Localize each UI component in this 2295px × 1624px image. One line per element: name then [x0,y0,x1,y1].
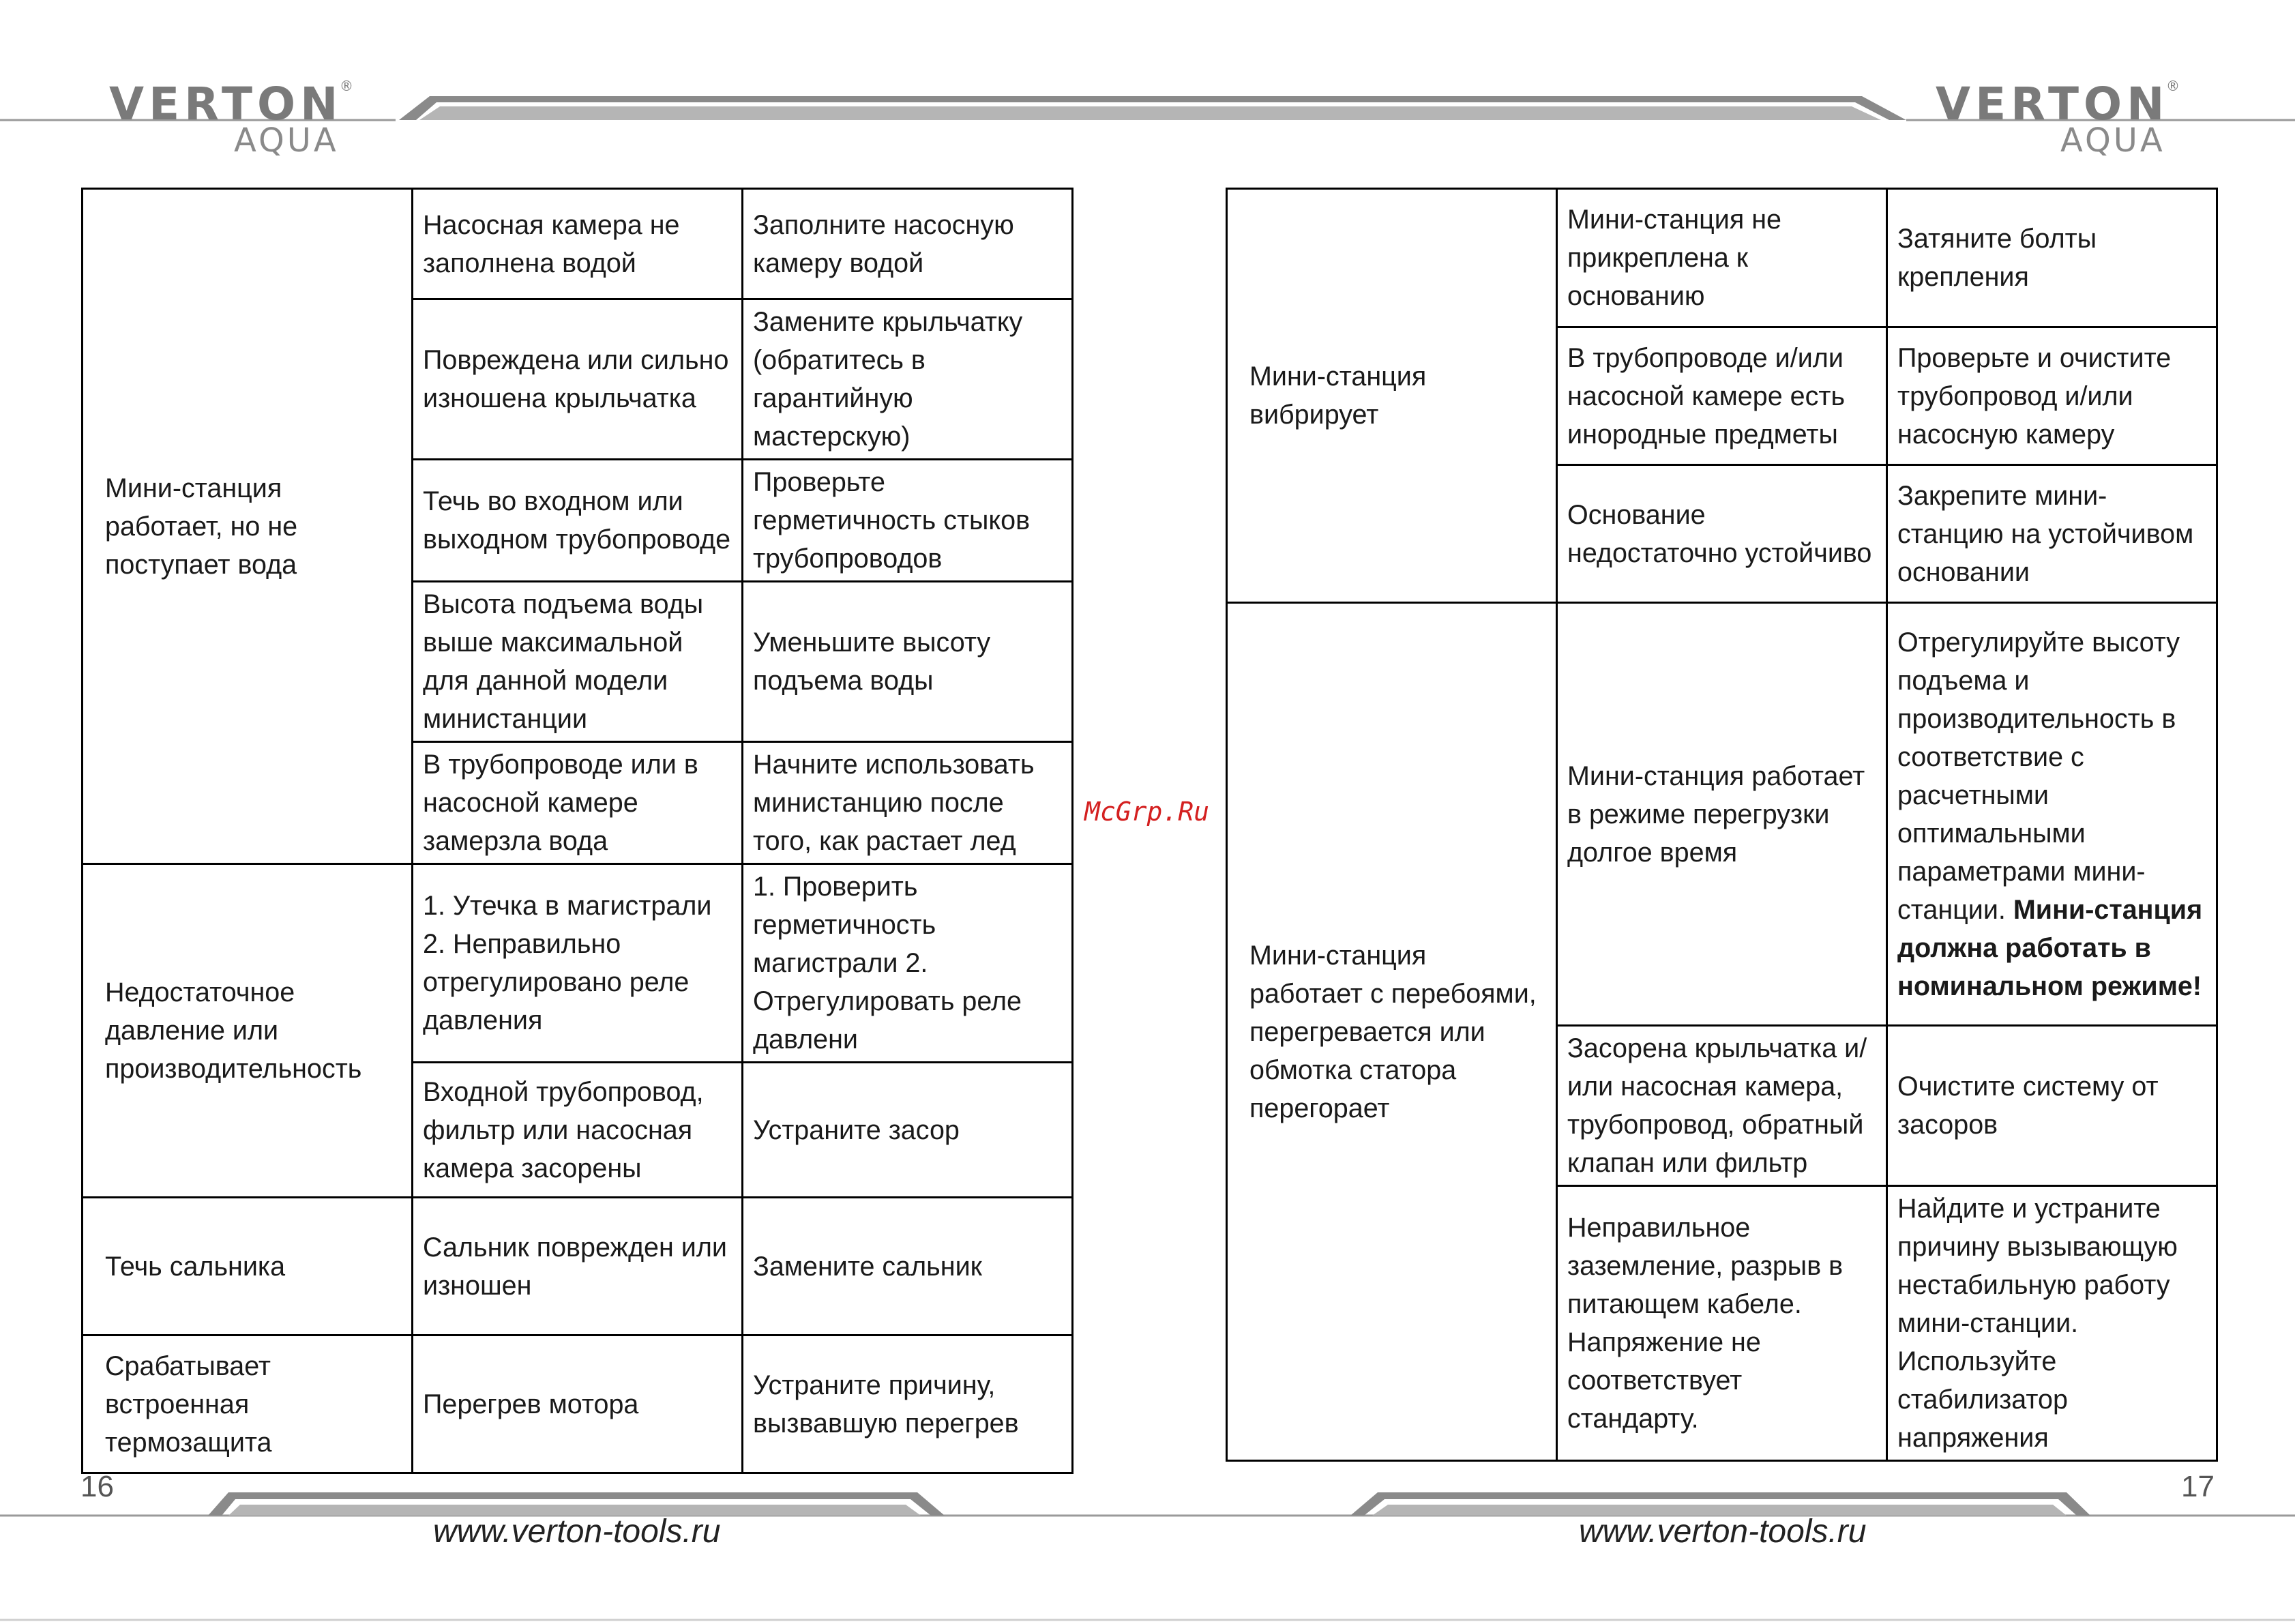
logo-right [1936,78,2181,160]
cause-cell: Насосная камера не заполнена водой [413,189,743,299]
left-troubleshooting-table [81,188,1074,1474]
remedy-cell: Проверьте и очистите трубопровод и/или насосную камеру [1887,327,2217,465]
remedy-cell: 1. Проверить герметичность магистрали 2. Отрегулировать реле давлени [743,864,1073,1063]
remedy-cell: Очистите систему от засоров [1887,1026,2217,1186]
cause-cell: Мини-станция работает в режиме перегрузки долгое время [1557,603,1887,1026]
cause-cell: Повреждена или сильно изношена крыльчатка [413,299,743,460]
problem-cell: Недостаточное давление или производительность [83,864,413,1198]
header-bar-inner [419,106,1881,120]
problem-cell: Мини-станция работает с перебоями, перегревается или обмотка статора перегорает [1227,603,1557,1461]
cause-cell: Неправильное заземление, разрыв в питающем кабеле. Напряжение не соответствует стандарту. [1557,1186,1887,1461]
watermark-text: McGrp.Ru [1084,797,1210,827]
logo-left-sub: AQUA [234,121,339,160]
cause-cell: Основание недостаточно устойчиво [1557,465,1887,603]
table-row [83,864,1073,1063]
page-number-right: 17 [2181,1470,2215,1503]
logo-left-registered: ® [340,78,353,94]
cause-cell: 1. Утечка в магистрали 2. Неправильно отрегулировано реле давления [413,864,743,1063]
problem-cell: Срабатывает встроенная термозащита [83,1335,413,1473]
logo-left [109,78,355,160]
footer-url-right[interactable]: www.verton-tools.ru [1579,1514,1867,1550]
logo-left-brand: VERTON [109,78,343,130]
problem-cell: Мини-станция работает, но не поступает вода [83,189,413,864]
remedy-bold-note: Мини-станция должна работать в номинальном режиме! [1897,894,2203,1001]
logo-right-sub: AQUA [2060,121,2165,160]
remedy-cell: Закрепите мини-станцию на устойчивом основании [1887,465,2217,603]
remedy-cell: Найдите и устраните причину вызывающую нестабильную работу мини-станции. Используйте стабилизатор напряжения [1887,1186,2217,1461]
cause-cell: Высота подъема воды выше максимальной для данной модели министанции [413,582,743,742]
table-row [1227,603,2217,1026]
remedy-cell: Уменьшите высоту подъема воды [743,582,1073,742]
remedy-cell: Устраните засор [743,1063,1073,1198]
cause-cell: Сальник поврежден или изношен [413,1198,743,1335]
logo-right-brand: VERTON [1936,78,2170,130]
footer-url-left[interactable]: www.verton-tools.ru [433,1514,721,1550]
remedy-cell: Затяните болты крепления [1887,189,2217,327]
cause-cell: В трубопроводе и/или насосной камере есть инородные предметы [1557,327,1887,465]
cause-cell: Мини-станция не прикреплена к основанию [1557,189,1887,327]
logo-right-registered: ® [2166,78,2180,94]
problem-cell: Мини-станция вибрирует [1227,189,1557,603]
cause-cell: В трубопроводе или в насосной камере замерзла вода [413,742,743,864]
table-row [83,1335,1073,1473]
right-troubleshooting-table [1226,188,2218,1462]
remedy-cell: Устраните причину, вызвавшую перегрев [743,1335,1073,1473]
remedy-text: Отрегулируйте высоту подъема и производительность в соответствие с расчетными оптимальными параметрами мини-станции. [1897,627,2180,925]
table-row [1227,189,2217,327]
cause-cell: Течь во входном или выходном трубопроводе [413,460,743,582]
remedy-cell: Проверьте герметичность стыков трубопроводов [743,460,1073,582]
cause-cell: Входной трубопровод, фильтр или насосная камера засорены [413,1063,743,1198]
remedy-cell [1887,603,2217,1026]
table-row [83,1198,1073,1335]
cause-cell: Перегрев мотора [413,1335,743,1473]
remedy-cell: Замените сальник [743,1198,1073,1335]
table-row [83,189,1073,299]
problem-cell: Течь сальника [83,1198,413,1335]
remedy-cell: Начните использовать министанцию после того, как растает лед [743,742,1073,864]
remedy-cell: Заполните насосную камеру водой [743,189,1073,299]
remedy-cell: Замените крыльчатку (обратитесь в гарантийную мастерскую) [743,299,1073,460]
page-number-left: 16 [80,1470,114,1503]
cause-cell: Засорена крыльчатка и/или насосная камера, трубопровод, обратный клапан или фильтр [1557,1026,1887,1186]
